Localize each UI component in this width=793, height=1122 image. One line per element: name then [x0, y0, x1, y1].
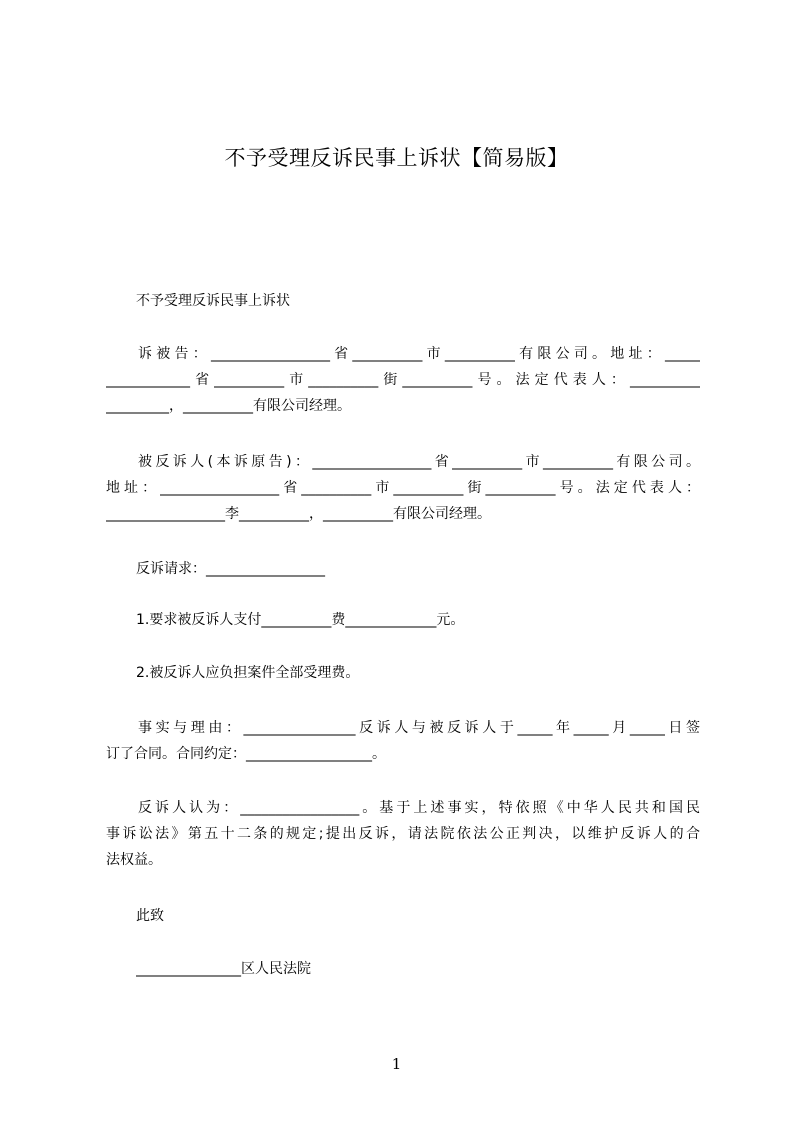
request-item-1: 1.要求被反诉人支付__________费_____________元。	[136, 612, 465, 628]
opinion-line-2: 事诉讼法》第五十二条的规定;提出反诉，请法院依法公正判决，以维护反诉人的合	[106, 826, 700, 842]
facts-line-1: 事实与理由：________________反诉人与被反诉人于_____年_____月_____日签	[138, 720, 700, 736]
opinion-line-3: 法权益。	[106, 852, 162, 868]
counter-respondent-line-3: _________________李__________，__________有限公司经理。	[106, 506, 491, 522]
counterclaim-label: 反诉请求：_________________	[136, 561, 325, 577]
section-heading: 不予受理反诉民事上诉状	[136, 293, 290, 309]
court-name: _______________区人民法院	[136, 961, 311, 977]
request-item-2: 2.被反诉人应负担案件全部受理费。	[136, 665, 360, 681]
defendant-paragraph	[106, 341, 700, 419]
opinion-line-1: 反诉人认为：_________________。基于上述事实，特依照《中华人民共和国民	[138, 800, 700, 816]
facts-paragraph	[106, 715, 700, 767]
defendant-line-1: 诉被告：_________________省__________市__________有限公司。地址：_____	[138, 346, 700, 362]
counter-respondent-line-1: 被反诉人(本诉原告)：_________________省__________市__________有限公司。	[138, 454, 700, 470]
defendant-line-2: ____________省__________市__________街__________号。法定代表人：__________	[106, 372, 700, 388]
opinion-paragraph	[106, 795, 700, 873]
salutation: 此致	[136, 908, 164, 924]
page-number: 1	[391, 1055, 402, 1073]
defendant-line-3: _________，__________有限公司经理。	[106, 398, 351, 414]
document-title: 不予受理反诉民事上诉状【简易版】	[224, 146, 569, 170]
facts-line-2: 订了合同。合同约定：__________________。	[106, 746, 386, 762]
counter-respondent-line-2: 地址：_________________省__________市__________街__________号。法定代表人：	[106, 480, 700, 496]
counter-respondent-paragraph	[106, 449, 700, 527]
